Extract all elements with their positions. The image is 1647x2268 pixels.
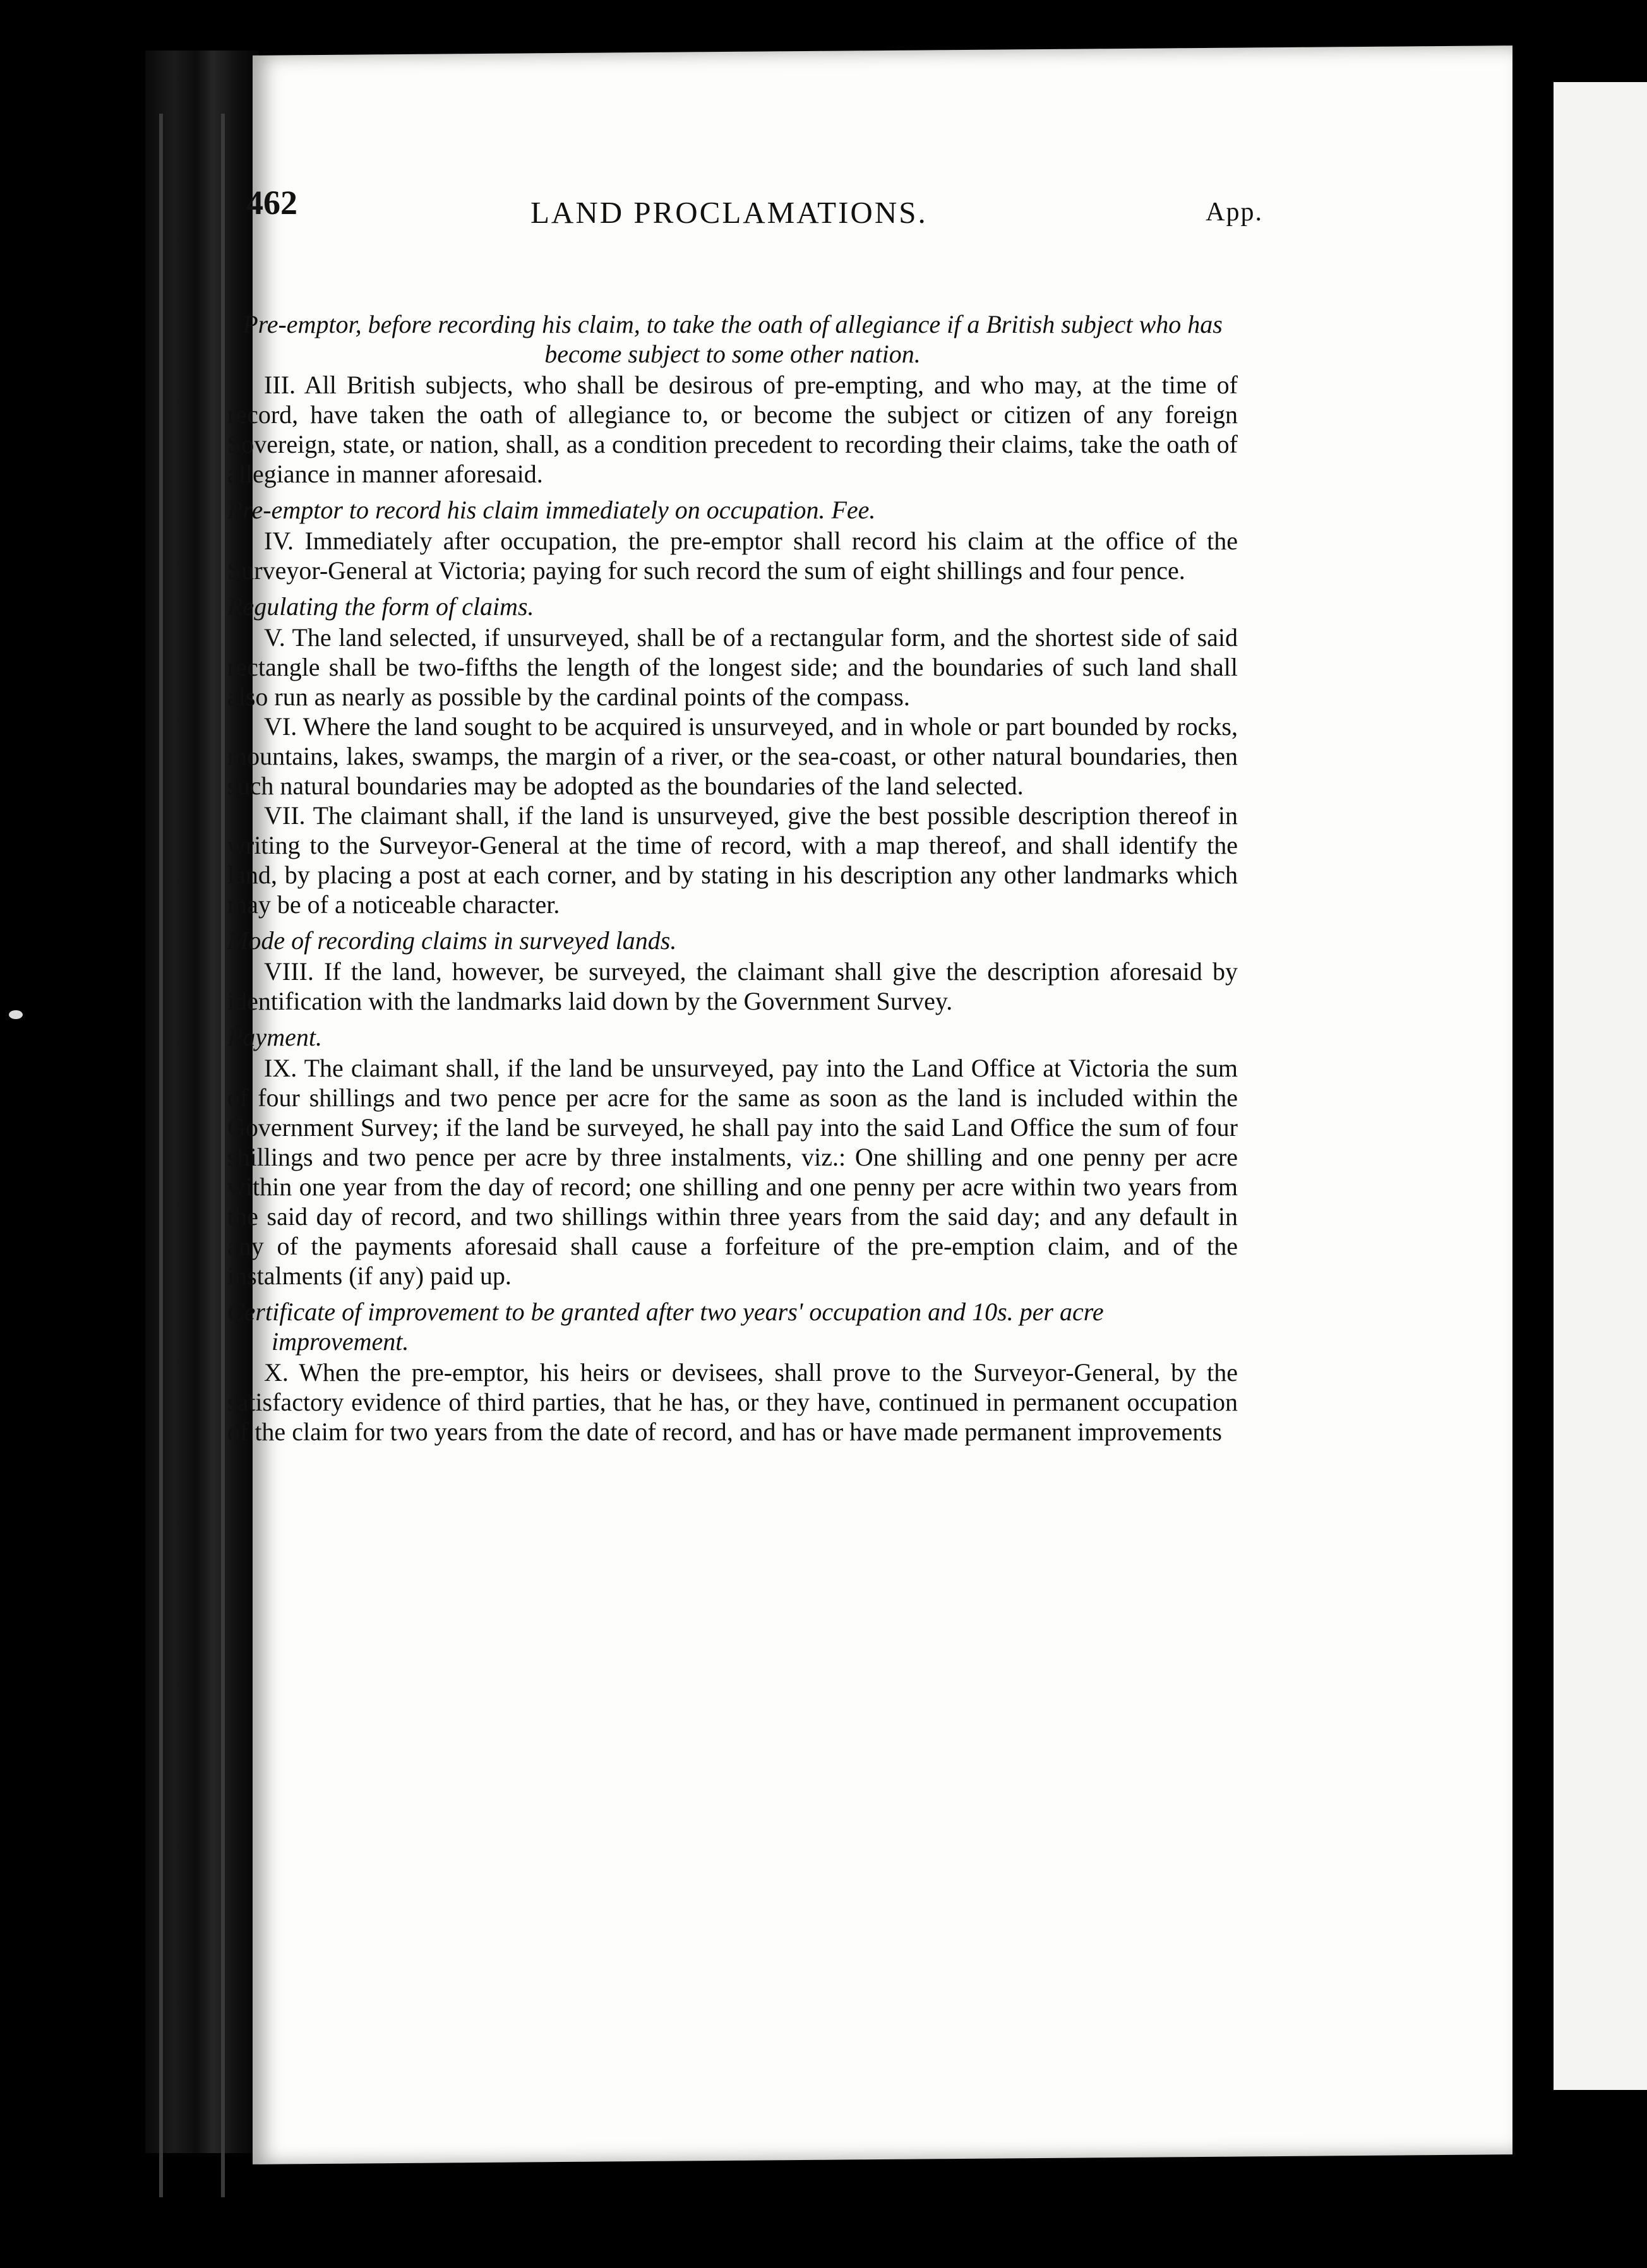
- paragraph-section-4: IV. Immediately after occupation, the pre-emptor shall record his claim at the office of the Surveyor-General at Victoria; paying for such record the sum of eight shillings and four pence.: [227, 527, 1238, 585]
- scan-speck: [9, 1010, 23, 1019]
- spine-edge-line: [159, 114, 163, 2197]
- sidenote-section-4: Pre-emptor to record his claim immediately on occupation. Fee.: [227, 496, 876, 524]
- page-number: 462: [246, 184, 297, 222]
- paragraph-section-10: X. When the pre-emptor, his heirs or devisees, shall prove to the Surveyor-General, by the satisfactory evidence of third parties, that he has, or they have, continued in permanent occupation of the claim for two years from the date of record, and has or have made permanent improvements: [227, 1358, 1238, 1446]
- paragraph-section-7: VII. The claimant shall, if the land is unsurveyed, give the best possible description thereof in writing to the Surveyor-General at the time of record, with a map thereof, and shall identify the land, by placing a post at each corner, and by stating in his description any other landmarks which may be of a noticeable character.: [227, 801, 1238, 919]
- sidenote-section-8: Mode of recording claims in surveyed lands.: [227, 926, 677, 955]
- running-title: LAND PROCLAMATIONS.: [530, 195, 928, 230]
- paragraph-section-5: V. The land selected, if unsurveyed, shall be of a rectangular form, and the shortest side of said rectangle shall be two-fifths the length of the longest side; and the boundaries of such land shall also run as nearly as possible by the cardinal points of the compass.: [227, 623, 1238, 711]
- sidenote-section-5: Regulating the form of claims.: [227, 592, 534, 621]
- paragraph-section-8: VIII. If the land, however, be surveyed, the claimant shall give the description aforesaid by identification with the landmarks laid down by the Government Survey.: [227, 957, 1238, 1015]
- page-header: [246, 183, 1263, 240]
- paragraph-section-6: VI. Where the land sought to be acquired is unsurveyed, and in whole or part bounded by rocks, mountains, lakes, swamps, the margin of a river, or the sea-coast, or other natural boundaries, then such natural boundaries may be adopted as the boundaries of the land selected.: [227, 712, 1238, 800]
- adjacent-page-edge: [1554, 82, 1647, 2090]
- paragraph-section-9: IX. The claimant shall, if the land be unsurveyed, pay into the Land Office at Victoria the sum of four shillings and two pence per acre for the same as soon as the land is included within the Government Survey; if the land be surveyed, he shall pay into the said Land Office the sum of four shillings and two pence per acre by three instalments, viz.: One shilling and one penny per acre within one year from the day of record; one shilling and one penny per acre within two years from the said day of record, and two shillings within three years from the said day; and any default in any of the payments aforesaid shall cause a forfeiture of the pre-emption claim, and of the instalments (if any) paid up.: [227, 1054, 1238, 1290]
- sidenote-section-9: Payment.: [227, 1023, 322, 1051]
- section-marker: App.: [1206, 198, 1263, 227]
- sidenote-section-3: Pre-emptor, before recording his claim, to take the oath of allegiance if a British subject who has become subject to some other nation.: [243, 310, 1223, 368]
- page-body: [227, 303, 1238, 1447]
- paragraph-section-3: III. All British subjects, who shall be desirous of pre-empting, and who may, at the time of record, have taken the oath of allegiance to, or become the subject or citizen of any foreign Sovereign, state, or nation, shall, as a condition precedent to recording their claims, take the oath of allegiance in manner aforesaid.: [227, 371, 1238, 488]
- sidenote-section-10: Certificate of improvement to be granted after two years' occupation and 10s. per acre improvement.: [227, 1298, 1104, 1356]
- spine-edge-line: [221, 114, 225, 2197]
